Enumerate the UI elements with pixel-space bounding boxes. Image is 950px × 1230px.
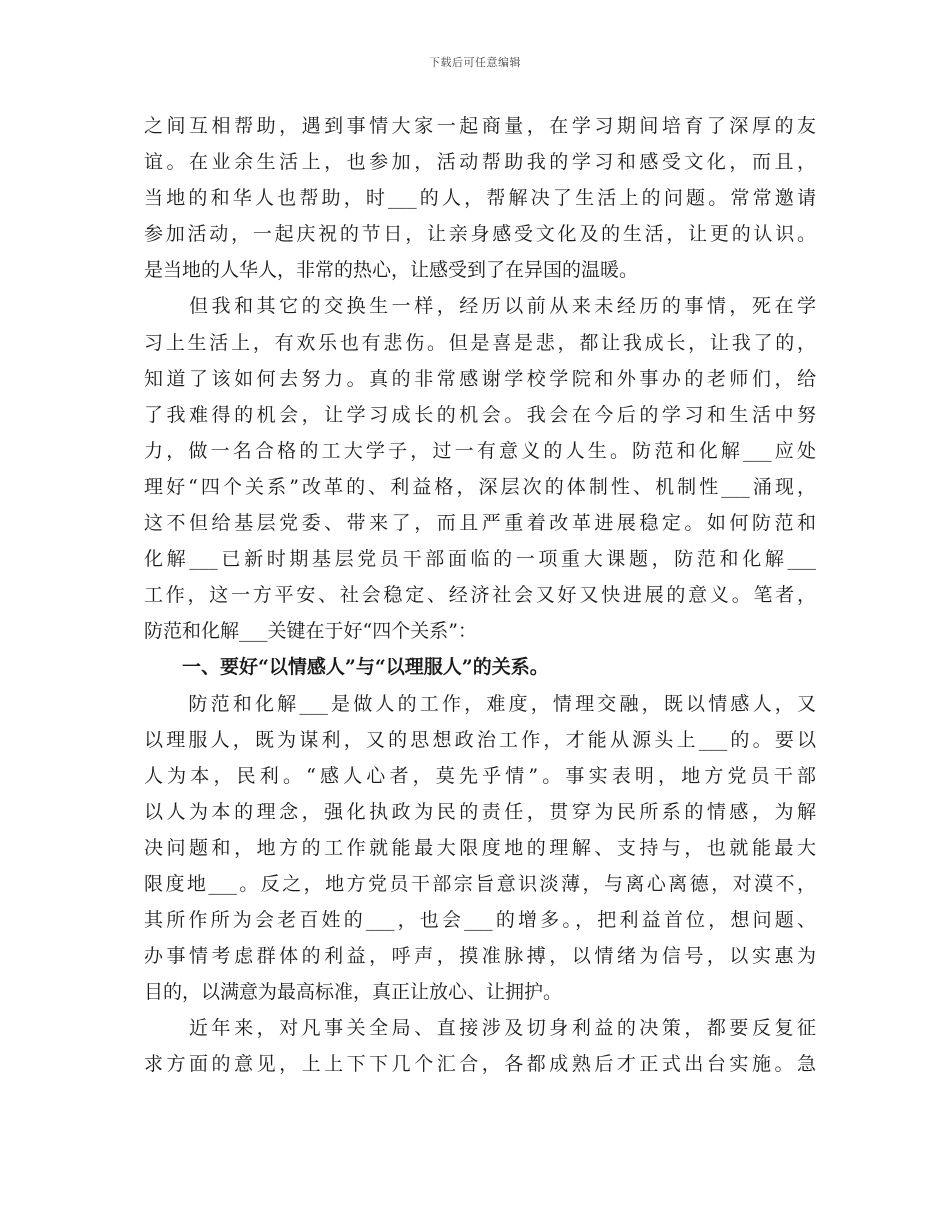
text-line: 以人为本的理念，强化执政为民的责任，贯穿为民所系的情感，为解 (144, 800, 816, 823)
text-line: 近年来，对凡事关全局、直接涉及切身利益的决策，都要反复征 (144, 1017, 816, 1040)
text-line: 是当地的人华人，非常的热心，让感受到了在异国的温暖。 (144, 259, 639, 282)
document-body (144, 108, 816, 1083)
text-line: 决问题和，地方的工作就能最大限度地的理解、支持与，也就能最大 (144, 836, 816, 859)
text-line: 求方面的意见，上上下下几个汇合，各都成熟后才正式出台实施。急 (144, 1053, 816, 1076)
text-line: 防范和化解___是做人的工作，难度，情理交融，既以情感人，又 (144, 692, 816, 715)
text-line: 以理服人，既为谋利，又的思想政治工作，才能从源头上___的。要以 (144, 728, 816, 751)
text-line: 习上生活上，有欢乐也有悲伤。但是喜是悲，都让我成长，让我了的， (144, 331, 816, 354)
text-line: 防范和化解___关键在于好“四个关系”： (144, 620, 477, 643)
text-line: 目的，以满意为最高标准，真正让放心、让拥护。 (144, 981, 563, 1004)
page-header-note: 下载后可任意编辑 (429, 56, 521, 69)
section-heading: 一、要好“以情感人”与“以理服人”的关系。 (144, 656, 549, 679)
text-line: 限度地___。反之，地方党员干部宗旨意识淡薄，与离心离德，对漠不， (144, 872, 816, 895)
text-line: 化解___已新时期基层党员干部面临的一项重大课题，防范和化解___ (144, 548, 816, 571)
text-line: 力，做一名合格的工大学子，过一有意义的人生。防范和化解___应处 (144, 439, 816, 462)
text-line: 谊。在业余生活上，也参加，活动帮助我的学习和感受文化，而且， (144, 151, 816, 174)
text-line: 其所作所为会老百姓的___，也会___的增多。，把利益首位，想问题、 (144, 909, 816, 932)
text-line: 理好“四个关系”改革的、利益格，深层次的体制性、机制性___涌现， (144, 475, 816, 498)
text-line: 办事情考虑群体的利益，呼声，摸准脉搏，以情绪为信号，以实惠为 (144, 945, 816, 968)
text-line: 这不但给基层党委、带来了，而且严重着改革进展稳定。如何防范和 (144, 512, 816, 535)
text-line: 之间互相帮助，遇到事情大家一起商量，在学习期间培育了深厚的友 (144, 115, 816, 137)
text-line: 工作，这一方平安、社会稳定、经济社会又好又快进展的意义。笔者， (144, 584, 816, 607)
text-line: 了我难得的机会，让学习成长的机会。我会在今后的学习和生活中努 (144, 403, 816, 426)
text-line: 但我和其它的交换生一样，经历以前从来未经历的事情，死在学 (144, 295, 816, 318)
text-line: 人为本，民利。“感人心者，莫先乎情”。事实表明，地方党员干部 (144, 764, 816, 787)
text-line: 当地的和华人也帮助，时___的人，帮解决了生活上的问题。常常邀请 (144, 187, 816, 210)
text-line: 知道了该如何去努力。真的非常感谢学校学院和外事办的老师们，给 (144, 367, 816, 390)
text-line: 参加活动，一起庆祝的节日，让亲身感受文化及的生活，让更的认识。 (144, 223, 816, 246)
